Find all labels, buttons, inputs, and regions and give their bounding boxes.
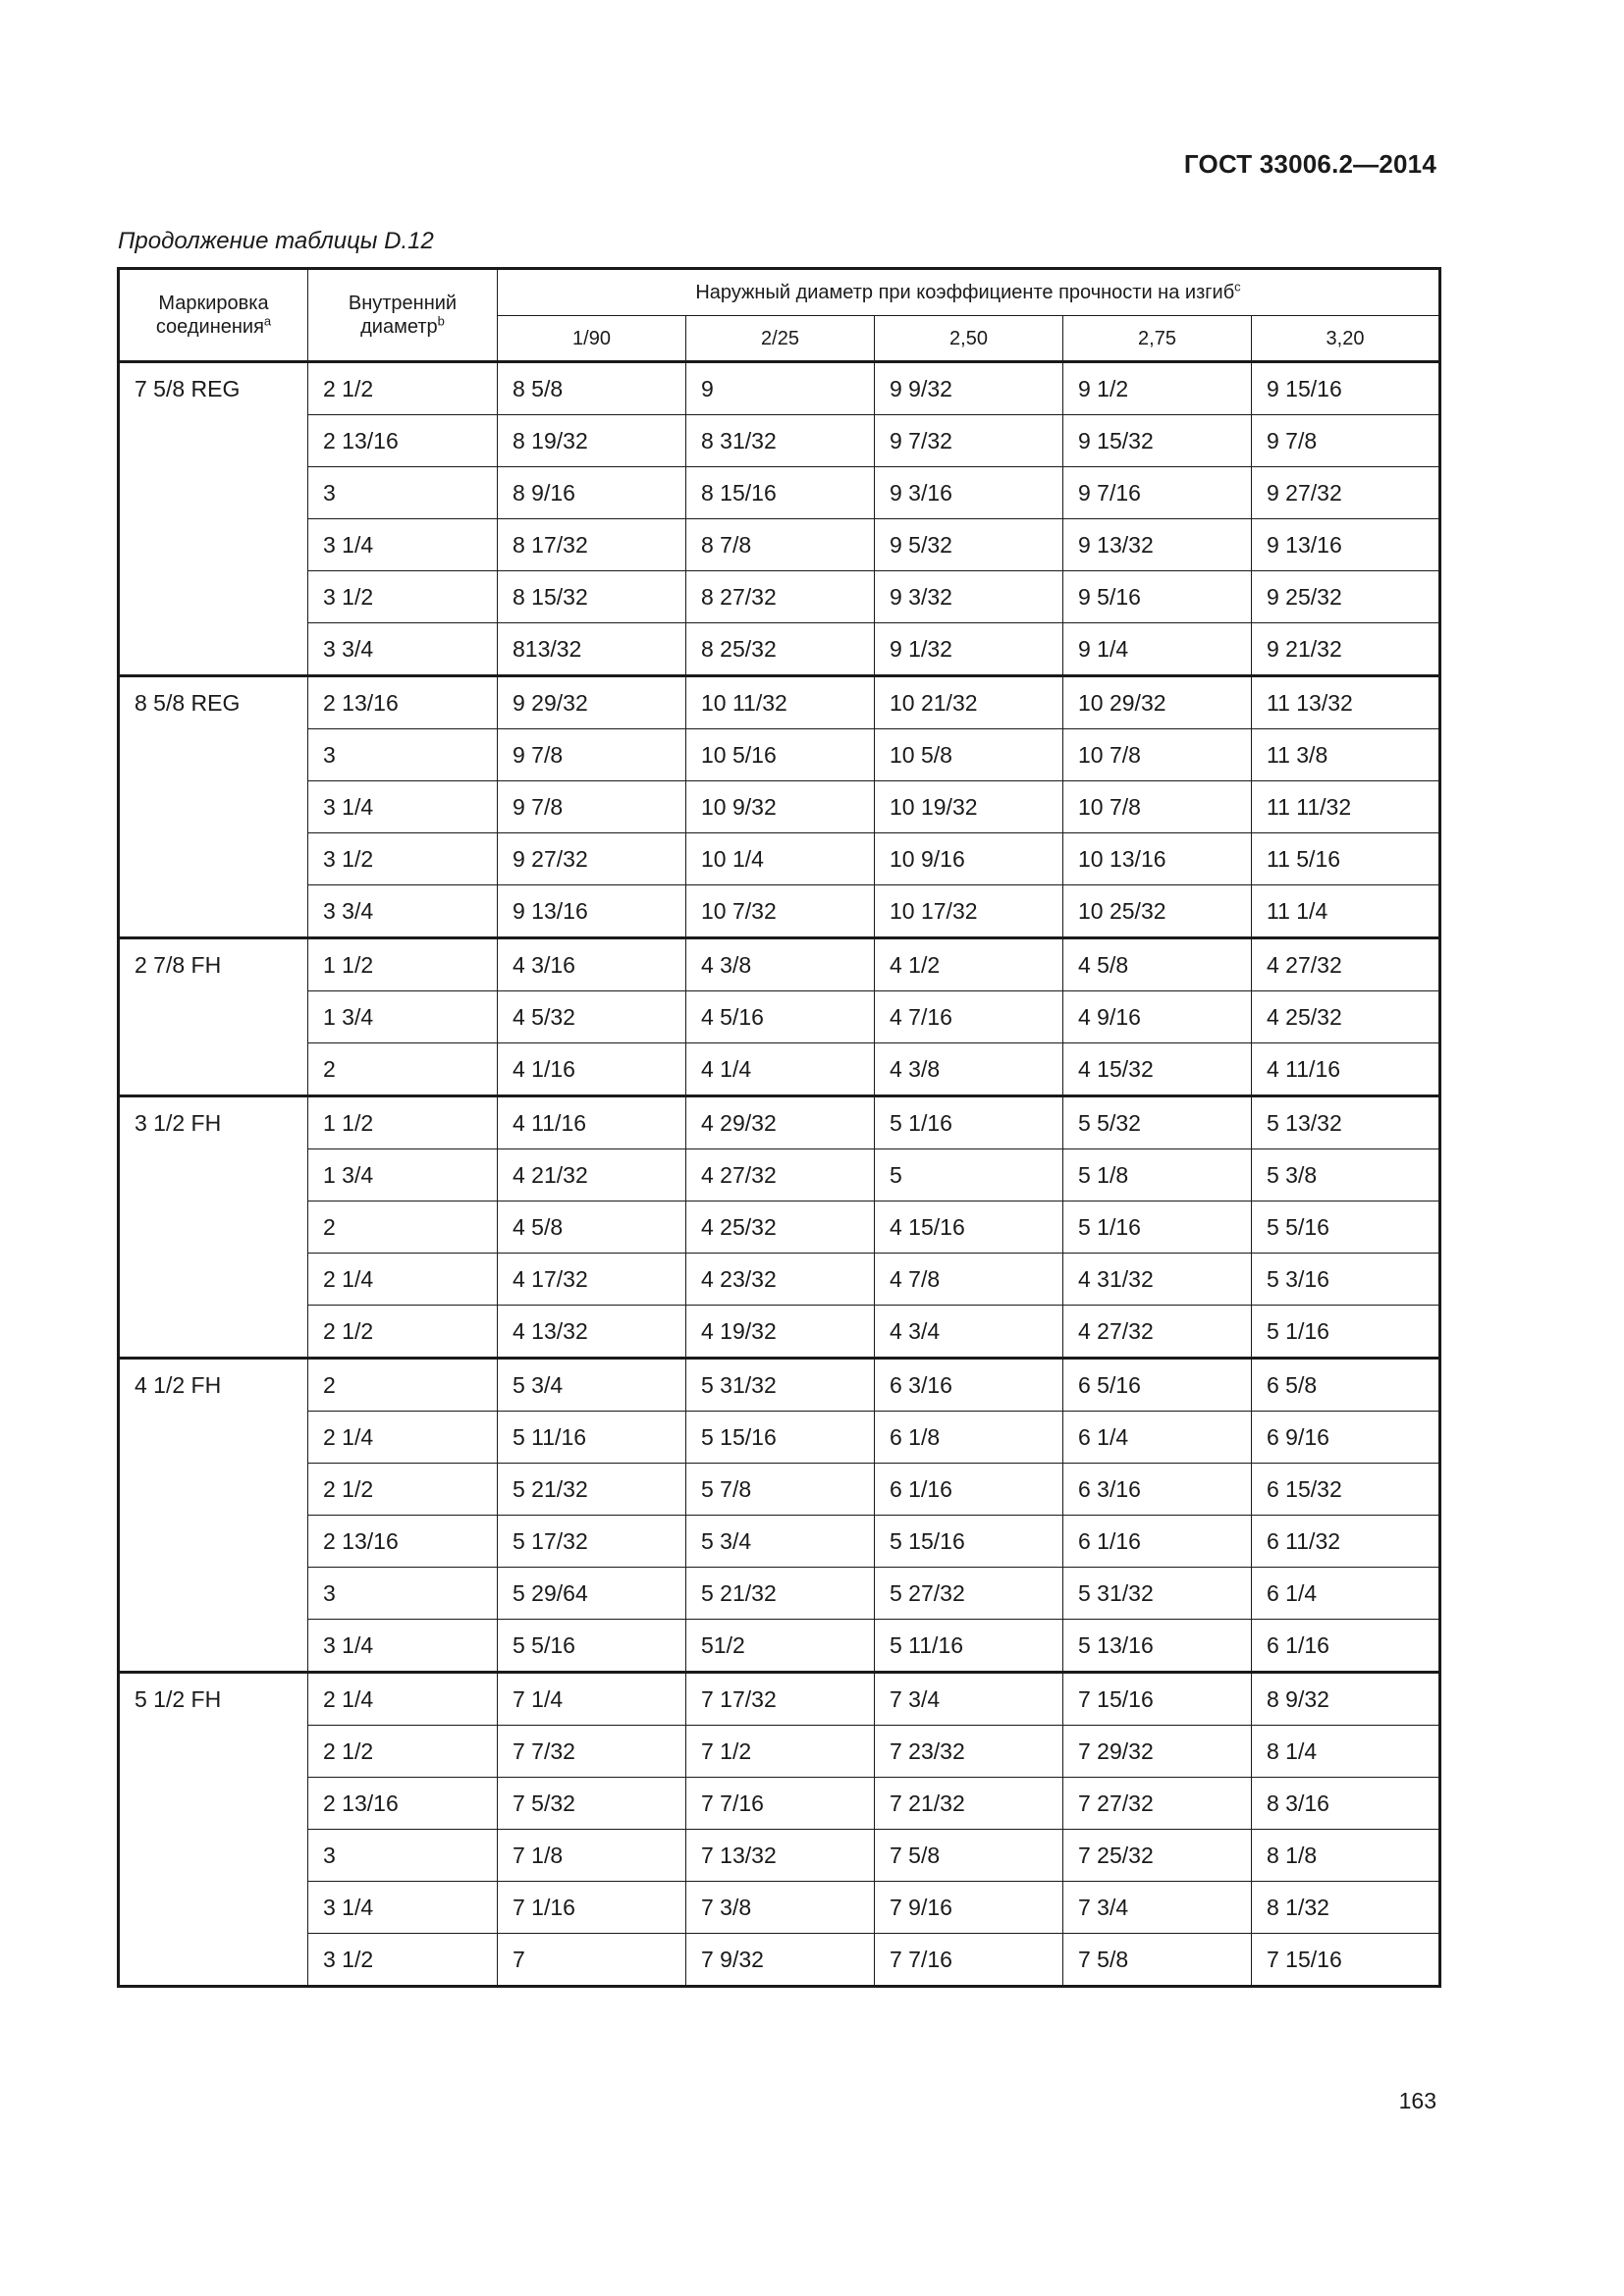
outer-diameter-cell: 4 3/8: [875, 1043, 1063, 1096]
outer-diameter-cell: 9 7/8: [498, 729, 686, 781]
outer-diameter-cell: 5 1/16: [1252, 1306, 1440, 1359]
connection-cell: 8 5/8 REG: [119, 676, 308, 938]
outer-diameter-cell: 8 9/32: [1252, 1673, 1440, 1726]
outer-diameter-cell: 7 15/16: [1252, 1934, 1440, 1987]
outer-diameter-cell: 10 11/32: [686, 676, 875, 729]
outer-diameter-cell: 7 3/8: [686, 1882, 875, 1934]
outer-diameter-cell: 7 1/2: [686, 1726, 875, 1778]
outer-diameter-cell: 9 9/32: [875, 362, 1063, 415]
outer-diameter-cell: 7 1/4: [498, 1673, 686, 1726]
outer-diameter-cell: 5 5/32: [1063, 1096, 1252, 1149]
table-row: [119, 1096, 1440, 1149]
table-row: [119, 519, 1440, 571]
outer-diameter-cell: 7 15/16: [1063, 1673, 1252, 1726]
table-row: [119, 781, 1440, 833]
outer-diameter-cell: 8 15/32: [498, 571, 686, 623]
outer-diameter-cell: 11 3/8: [1252, 729, 1440, 781]
table-row: [119, 1149, 1440, 1201]
outer-diameter-cell: 11 1/4: [1252, 885, 1440, 938]
outer-diameter-cell: 4 5/8: [498, 1201, 686, 1254]
outer-diameter-cell: 10 19/32: [875, 781, 1063, 833]
outer-diameter-cell: 4 23/32: [686, 1254, 875, 1306]
outer-diameter-cell: 4 7/8: [875, 1254, 1063, 1306]
outer-diameter-cell: 7 5/8: [1063, 1934, 1252, 1987]
outer-diameter-cell: 5 11/16: [875, 1620, 1063, 1673]
outer-diameter-cell: 6 1/16: [1252, 1620, 1440, 1673]
inner-diameter-cell: 2 1/2: [308, 362, 498, 415]
outer-diameter-cell: 8 27/32: [686, 571, 875, 623]
inner-diameter-cell: 2: [308, 1359, 498, 1412]
outer-diameter-cell: 7 27/32: [1063, 1778, 1252, 1830]
inner-diameter-cell: 3: [308, 1830, 498, 1882]
outer-diameter-cell: 5 1/16: [1063, 1201, 1252, 1254]
inner-diameter-cell: 3: [308, 467, 498, 519]
inner-diameter-cell: 2 1/2: [308, 1726, 498, 1778]
outer-diameter-cell: 7 1/16: [498, 1882, 686, 1934]
inner-diameter-cell: 3 3/4: [308, 623, 498, 676]
outer-diameter-cell: 8 1/8: [1252, 1830, 1440, 1882]
outer-diameter-cell: 4 25/32: [686, 1201, 875, 1254]
outer-diameter-cell: 10 1/4: [686, 833, 875, 885]
outer-diameter-cell: 4 21/32: [498, 1149, 686, 1201]
outer-diameter-cell: 9 27/32: [1252, 467, 1440, 519]
outer-diameter-cell: 5 31/32: [1063, 1568, 1252, 1620]
inner-diameter-cell: 2: [308, 1043, 498, 1096]
inner-diameter-cell: 3 1/2: [308, 571, 498, 623]
inner-diameter-cell: 3 1/2: [308, 833, 498, 885]
outer-diameter-cell: 5 1/16: [875, 1096, 1063, 1149]
outer-diameter-cell: 9: [686, 362, 875, 415]
outer-diameter-cell: 7: [498, 1934, 686, 1987]
table-row: [119, 467, 1440, 519]
inner-diameter-cell: 2 13/16: [308, 415, 498, 467]
inner-diameter-cell: 1 1/2: [308, 938, 498, 991]
outer-diameter-cell: 7 29/32: [1063, 1726, 1252, 1778]
outer-diameter-cell: 9 1/4: [1063, 623, 1252, 676]
table-row: [119, 833, 1440, 885]
outer-diameter-cell: 11 13/32: [1252, 676, 1440, 729]
outer-diameter-cell: 8 19/32: [498, 415, 686, 467]
table-row: [119, 676, 1440, 729]
outer-diameter-cell: 7 7/32: [498, 1726, 686, 1778]
inner-diameter-cell: 3 1/2: [308, 1934, 498, 1987]
outer-diameter-cell: 5 15/16: [686, 1412, 875, 1464]
outer-diameter-cell: 6 3/16: [875, 1359, 1063, 1412]
outer-diameter-cell: 8 1/32: [1252, 1882, 1440, 1934]
outer-diameter-cell: 8 17/32: [498, 519, 686, 571]
outer-diameter-cell: 4 19/32: [686, 1306, 875, 1359]
header-ratio: 1/90: [498, 316, 686, 362]
outer-diameter-cell: 9 25/32: [1252, 571, 1440, 623]
inner-diameter-cell: 3: [308, 1568, 498, 1620]
outer-diameter-cell: 10 29/32: [1063, 676, 1252, 729]
table-row: [119, 991, 1440, 1043]
outer-diameter-cell: 5 7/8: [686, 1464, 875, 1516]
outer-diameter-cell: 9 7/16: [1063, 467, 1252, 519]
outer-diameter-cell: 5 27/32: [875, 1568, 1063, 1620]
outer-diameter-cell: 5 5/16: [498, 1620, 686, 1673]
outer-diameter-cell: 9 7/8: [498, 781, 686, 833]
table-row: [119, 1934, 1440, 1987]
outer-diameter-cell: 11 11/32: [1252, 781, 1440, 833]
outer-diameter-cell: 6 1/4: [1063, 1412, 1252, 1464]
outer-diameter-cell: 7 9/32: [686, 1934, 875, 1987]
outer-diameter-cell: 6 11/32: [1252, 1516, 1440, 1568]
outer-diameter-cell: 7 3/4: [875, 1673, 1063, 1726]
outer-diameter-cell: 5 3/8: [1252, 1149, 1440, 1201]
table-row: [119, 1306, 1440, 1359]
outer-diameter-cell: 4 3/8: [686, 938, 875, 991]
outer-diameter-cell: 5 31/32: [686, 1359, 875, 1412]
outer-diameter-cell: 5 15/16: [875, 1516, 1063, 1568]
table-row: [119, 1412, 1440, 1464]
outer-diameter-cell: 7 13/32: [686, 1830, 875, 1882]
outer-diameter-cell: 11 5/16: [1252, 833, 1440, 885]
outer-diameter-cell: 9 27/32: [498, 833, 686, 885]
outer-diameter-cell: 4 1/16: [498, 1043, 686, 1096]
outer-diameter-cell: 7 5/32: [498, 1778, 686, 1830]
outer-diameter-cell: 5 11/16: [498, 1412, 686, 1464]
outer-diameter-cell: 4 27/32: [1063, 1306, 1252, 1359]
table-row: [119, 1882, 1440, 1934]
outer-diameter-cell: 8 15/16: [686, 467, 875, 519]
outer-diameter-cell: 10 5/8: [875, 729, 1063, 781]
outer-diameter-cell: 9 7/8: [1252, 415, 1440, 467]
table-caption: Продолжение таблицы D.12: [118, 228, 434, 254]
outer-diameter-cell: 5 13/16: [1063, 1620, 1252, 1673]
outer-diameter-cell: 10 25/32: [1063, 885, 1252, 938]
outer-diameter-cell: 5 3/16: [1252, 1254, 1440, 1306]
inner-diameter-cell: 2: [308, 1201, 498, 1254]
header-ratio: 2,75: [1063, 316, 1252, 362]
table-row: [119, 1778, 1440, 1830]
standard-code: ГОСТ 33006.2—2014: [1183, 149, 1436, 179]
table-row: [119, 1201, 1440, 1254]
outer-diameter-cell: 9 3/32: [875, 571, 1063, 623]
inner-diameter-cell: 2 1/2: [308, 1464, 498, 1516]
outer-diameter-cell: 4 3/16: [498, 938, 686, 991]
outer-diameter-cell: 4 9/16: [1063, 991, 1252, 1043]
outer-diameter-cell: 5 5/16: [1252, 1201, 1440, 1254]
connection-cell: 5 1/2 FH: [119, 1673, 308, 1987]
outer-diameter-cell: 9 13/16: [498, 885, 686, 938]
outer-diameter-cell: 10 5/16: [686, 729, 875, 781]
outer-diameter-cell: 4 1/2: [875, 938, 1063, 991]
table-row: [119, 623, 1440, 676]
table-row: [119, 415, 1440, 467]
inner-diameter-cell: 3 1/4: [308, 519, 498, 571]
outer-diameter-cell: 7 7/16: [686, 1778, 875, 1830]
outer-diameter-cell: 5 13/32: [1252, 1096, 1440, 1149]
outer-diameter-cell: 8 3/16: [1252, 1778, 1440, 1830]
outer-diameter-cell: 10 9/16: [875, 833, 1063, 885]
outer-diameter-cell: 8 1/4: [1252, 1726, 1440, 1778]
outer-diameter-cell: 4 3/4: [875, 1306, 1063, 1359]
outer-diameter-cell: 5 21/32: [498, 1464, 686, 1516]
outer-diameter-cell: 7 25/32: [1063, 1830, 1252, 1882]
outer-diameter-cell: 6 15/32: [1252, 1464, 1440, 1516]
table-row: [119, 1673, 1440, 1726]
outer-diameter-cell: 5 3/4: [686, 1516, 875, 1568]
table-row: [119, 1516, 1440, 1568]
outer-diameter-cell: 7 7/16: [875, 1934, 1063, 1987]
outer-diameter-cell: 4 5/32: [498, 991, 686, 1043]
table-row: [119, 1359, 1440, 1412]
outer-diameter-cell: 10 21/32: [875, 676, 1063, 729]
outer-diameter-cell: 6 3/16: [1063, 1464, 1252, 1516]
outer-diameter-cell: 10 7/8: [1063, 729, 1252, 781]
connection-cell: 2 7/8 FH: [119, 938, 308, 1096]
header-inner-diameter: Внутренний диаметр$^b$: [308, 269, 498, 362]
outer-diameter-cell: 9 5/16: [1063, 571, 1252, 623]
outer-diameter-cell: 9 3/16: [875, 467, 1063, 519]
outer-diameter-cell: 9 1/2: [1063, 362, 1252, 415]
inner-diameter-cell: 2 1/4: [308, 1673, 498, 1726]
outer-diameter-cell: 7 23/32: [875, 1726, 1063, 1778]
outer-diameter-cell: 4 5/8: [1063, 938, 1252, 991]
outer-diameter-cell: 4 25/32: [1252, 991, 1440, 1043]
outer-diameter-cell: 6 5/16: [1063, 1359, 1252, 1412]
outer-diameter-cell: 813/32: [498, 623, 686, 676]
outer-diameter-cell: 4 7/16: [875, 991, 1063, 1043]
outer-diameter-cell: 9 7/32: [875, 415, 1063, 467]
outer-diameter-cell: 9 15/32: [1063, 415, 1252, 467]
inner-diameter-cell: 1 3/4: [308, 1149, 498, 1201]
outer-diameter-cell: 10 17/32: [875, 885, 1063, 938]
outer-diameter-cell: 9 13/16: [1252, 519, 1440, 571]
header-ratio: 2,50: [875, 316, 1063, 362]
outer-diameter-cell: 9 15/16: [1252, 362, 1440, 415]
outer-diameter-cell: 5 29/64: [498, 1568, 686, 1620]
outer-diameter-cell: 4 15/16: [875, 1201, 1063, 1254]
outer-diameter-cell: 8 5/8: [498, 362, 686, 415]
inner-diameter-cell: 1 3/4: [308, 991, 498, 1043]
outer-diameter-cell: 9 5/32: [875, 519, 1063, 571]
outer-diameter-cell: 7 3/4: [1063, 1882, 1252, 1934]
outer-diameter-cell: 4 11/16: [1252, 1043, 1440, 1096]
outer-diameter-cell: 6 9/16: [1252, 1412, 1440, 1464]
inner-diameter-cell: 3: [308, 729, 498, 781]
outer-diameter-cell: 4 29/32: [686, 1096, 875, 1149]
inner-diameter-cell: 2 1/2: [308, 1306, 498, 1359]
outer-diameter-cell: 4 31/32: [1063, 1254, 1252, 1306]
outer-diameter-cell: 4 11/16: [498, 1096, 686, 1149]
outer-diameter-cell: 4 27/32: [686, 1149, 875, 1201]
header-ratio: 3,20: [1252, 316, 1440, 362]
outer-diameter-cell: 8 25/32: [686, 623, 875, 676]
outer-diameter-cell: 6 1/16: [875, 1464, 1063, 1516]
outer-diameter-cell: 8 31/32: [686, 415, 875, 467]
outer-diameter-cell: 9 29/32: [498, 676, 686, 729]
outer-diameter-cell: 6 1/8: [875, 1412, 1063, 1464]
table-row: [119, 729, 1440, 781]
outer-diameter-cell: 7 9/16: [875, 1882, 1063, 1934]
outer-diameter-cell: 10 13/16: [1063, 833, 1252, 885]
inner-diameter-cell: 3 1/4: [308, 781, 498, 833]
header-outer-diameter: Наружный диаметр при коэффициенте прочности на изгиб$^c$: [498, 269, 1440, 316]
connection-cell: 7 5/8 REG: [119, 362, 308, 676]
outer-diameter-cell: 5: [875, 1149, 1063, 1201]
outer-diameter-cell: 10 7/8: [1063, 781, 1252, 833]
table-row: [119, 1568, 1440, 1620]
inner-diameter-cell: 2 1/4: [308, 1254, 498, 1306]
inner-diameter-cell: 3 1/4: [308, 1882, 498, 1934]
outer-diameter-cell: 5 21/32: [686, 1568, 875, 1620]
outer-diameter-cell: 5 17/32: [498, 1516, 686, 1568]
table-row: [119, 362, 1440, 415]
dimensions-table: [117, 267, 1441, 1988]
inner-diameter-cell: 2 13/16: [308, 676, 498, 729]
outer-diameter-cell: 51/2: [686, 1620, 875, 1673]
header-connection: Маркировка соединения$^a$: [119, 269, 308, 362]
table-row: [119, 938, 1440, 991]
outer-diameter-cell: 6 5/8: [1252, 1359, 1440, 1412]
table-row: [119, 571, 1440, 623]
outer-diameter-cell: 7 1/8: [498, 1830, 686, 1882]
inner-diameter-cell: 2 13/16: [308, 1778, 498, 1830]
outer-diameter-cell: 4 17/32: [498, 1254, 686, 1306]
inner-diameter-cell: 3 3/4: [308, 885, 498, 938]
outer-diameter-cell: 10 9/32: [686, 781, 875, 833]
inner-diameter-cell: 3 1/4: [308, 1620, 498, 1673]
table-row: [119, 885, 1440, 938]
outer-diameter-cell: 7 21/32: [875, 1778, 1063, 1830]
outer-diameter-cell: 9 21/32: [1252, 623, 1440, 676]
outer-diameter-cell: 4 5/16: [686, 991, 875, 1043]
table-row: [119, 1043, 1440, 1096]
outer-diameter-cell: 5 3/4: [498, 1359, 686, 1412]
connection-cell: 3 1/2 FH: [119, 1096, 308, 1359]
outer-diameter-cell: 4 13/32: [498, 1306, 686, 1359]
outer-diameter-cell: 6 1/4: [1252, 1568, 1440, 1620]
outer-diameter-cell: 5 1/8: [1063, 1149, 1252, 1201]
inner-diameter-cell: 2 13/16: [308, 1516, 498, 1568]
outer-diameter-cell: 9 1/32: [875, 623, 1063, 676]
outer-diameter-cell: 7 5/8: [875, 1830, 1063, 1882]
outer-diameter-cell: 8 9/16: [498, 467, 686, 519]
inner-diameter-cell: 2 1/4: [308, 1412, 498, 1464]
outer-diameter-cell: 4 27/32: [1252, 938, 1440, 991]
table-row: [119, 1620, 1440, 1673]
connection-cell: 4 1/2 FH: [119, 1359, 308, 1673]
table-row: [119, 1464, 1440, 1516]
table-row: [119, 1726, 1440, 1778]
outer-diameter-cell: 4 1/4: [686, 1043, 875, 1096]
table-row: [119, 1254, 1440, 1306]
outer-diameter-cell: 9 13/32: [1063, 519, 1252, 571]
outer-diameter-cell: 10 7/32: [686, 885, 875, 938]
inner-diameter-cell: 1 1/2: [308, 1096, 498, 1149]
outer-diameter-cell: 8 7/8: [686, 519, 875, 571]
outer-diameter-cell: 4 15/32: [1063, 1043, 1252, 1096]
table-row: [119, 1830, 1440, 1882]
header-ratio: 2/25: [686, 316, 875, 362]
page-number: 163: [1398, 2088, 1436, 2113]
outer-diameter-cell: 6 1/16: [1063, 1516, 1252, 1568]
outer-diameter-cell: 7 17/32: [686, 1673, 875, 1726]
